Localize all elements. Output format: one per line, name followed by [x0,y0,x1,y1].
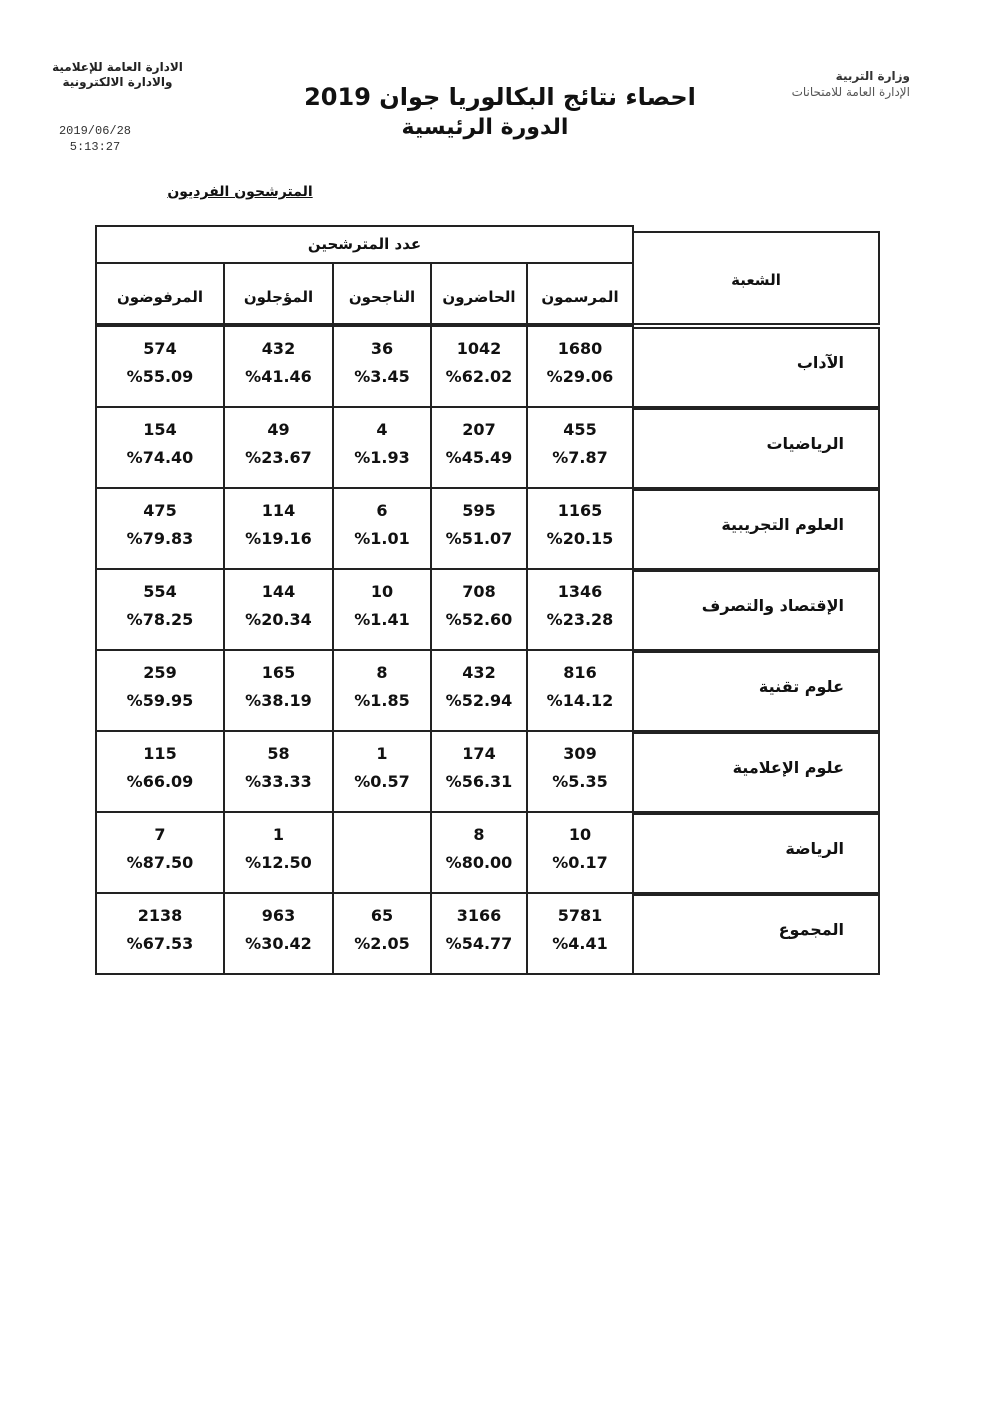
value-cell [526,730,634,813]
total-value-cell [95,892,225,975]
count-value: 36 [370,339,394,358]
count-value: 1346 [557,582,603,601]
count-value: 554 [143,582,177,601]
percent-value: %87.50 [126,853,194,872]
count-value: 10 [568,825,592,844]
count-value: 309 [563,744,597,763]
count-value: 6 [376,501,388,520]
count-value: 1 [376,744,388,763]
value-cell [332,730,432,813]
value-cell [95,730,225,813]
value-cell [430,811,528,894]
total-percent: %4.41 [552,934,608,953]
branch-name: علوم تقنية [758,677,844,696]
ministry-name: وزارة التربية [835,69,910,83]
percent-value: %19.16 [245,529,312,548]
branch-header-cell [632,231,880,325]
percent-value: %45.49 [445,448,513,467]
percent-value: %55.09 [126,367,194,386]
page-title: احصاء نتائج البكالوريا جوان 2019 [304,83,696,111]
count-value: 4 [376,420,388,439]
value-cell [95,325,225,408]
percent-value: %33.33 [245,772,312,791]
branch-cell [632,327,880,408]
office-line-2: والادارة الالكترونية [62,75,173,89]
percent-value: %41.46 [245,367,312,386]
percent-value: %51.07 [445,529,513,548]
value-cell [526,487,634,570]
value-cell [332,325,432,408]
total-label: المجموع [778,920,844,939]
value-cell [223,730,334,813]
branch-cell [632,732,880,813]
count-value: 259 [143,663,177,682]
value-cell [526,325,634,408]
value-cell [430,325,528,408]
column-header-cell [223,262,334,325]
percent-value: %52.60 [445,610,513,629]
value-cell [430,730,528,813]
office-line-1: الادارة العامة للإعلامية [52,60,183,74]
count-value: 475 [143,501,177,520]
percent-value: %0.57 [354,772,410,791]
total-count: 2138 [137,906,183,925]
count-value: 8 [473,825,485,844]
value-cell [526,811,634,894]
print-timestamp [40,123,150,155]
column-header-cell [430,262,528,325]
column-header-cell [95,262,225,325]
value-cell [223,406,334,489]
percent-value: %3.45 [354,367,410,386]
column-header: المرفوضون [116,288,204,306]
value-cell [223,568,334,651]
total-value-cell [526,892,634,975]
branch-cell [632,651,880,732]
branch-cell [632,408,880,489]
count-value: 165 [261,663,296,682]
total-count: 3166 [456,906,502,925]
branch-header: الشعبة [731,271,781,289]
count-value: 595 [462,501,496,520]
percent-value: %7.87 [552,448,608,467]
total-count: 65 [370,906,394,925]
column-header-cell [526,262,634,325]
count-value: 432 [261,339,296,358]
count-value: 432 [462,663,496,682]
percent-value: %62.02 [445,367,513,386]
ministry-header [792,68,910,100]
column-header-cell [332,262,432,325]
value-cell [332,649,432,732]
branch-name: الآداب [796,353,844,372]
percent-value: %23.28 [546,610,614,629]
column-header: المرسمون [541,288,619,306]
total-count: 5781 [557,906,603,925]
total-percent: %30.42 [245,934,312,953]
value-cell [332,487,432,570]
branch-cell [632,570,880,651]
percent-value: %29.06 [546,367,614,386]
count-value: 115 [143,744,177,763]
column-header: المؤجلون [243,288,314,306]
value-cell [332,406,432,489]
column-header: الحاضرون [442,288,516,306]
count-value: 1042 [456,339,502,358]
section-label: المترشحون الفرديون [167,184,313,200]
count-value: 58 [267,744,290,763]
count-value: 1165 [557,501,603,520]
count-value: 455 [563,420,597,439]
count-value: 7 [154,825,166,844]
total-percent: %67.53 [126,934,194,953]
branch-name: الرياضة [785,839,844,858]
print-time: 5:13:27 [69,140,121,154]
branch-cell [632,489,880,570]
value-cell [526,568,634,651]
value-cell [332,811,432,894]
percent-value: %80.00 [445,853,513,872]
percent-value: %14.12 [546,691,614,710]
group-header: عدد المترشحين [307,235,422,253]
branch-cell [632,813,880,894]
value-cell [95,568,225,651]
count-value: 10 [370,582,394,601]
value-cell [430,649,528,732]
value-cell [332,568,432,651]
value-cell [95,406,225,489]
value-cell [526,649,634,732]
count-value: 574 [143,339,177,358]
percent-value: %78.25 [126,610,194,629]
value-cell [526,406,634,489]
value-cell [223,487,334,570]
total-percent: %2.05 [354,934,410,953]
percent-value: %52.94 [445,691,513,710]
value-cell [95,811,225,894]
total-label-cell [632,894,880,975]
percent-value: %79.83 [126,529,194,548]
group-header-cell [95,225,634,264]
percent-value: %23.67 [245,448,312,467]
value-cell [223,811,334,894]
count-value: 8 [376,663,388,682]
percent-value: %59.95 [126,691,194,710]
value-cell [430,568,528,651]
ministry-department: الإدارة العامة للامتحانات [791,85,910,99]
total-value-cell [223,892,334,975]
count-value: 174 [462,744,496,763]
percent-value: %66.09 [126,772,194,791]
percent-value: %0.17 [552,853,608,872]
print-date: 2019/06/28 [58,124,131,138]
total-percent: %54.77 [445,934,513,953]
percent-value: %1.01 [354,529,410,548]
count-value: 144 [261,582,296,601]
count-value: 207 [462,420,496,439]
value-cell [223,649,334,732]
value-cell [430,487,528,570]
value-cell [95,649,225,732]
count-value: 708 [462,582,496,601]
percent-value: %12.50 [245,853,312,872]
percent-value: %20.15 [546,529,614,548]
branch-name: العلوم التجريبية [721,515,844,534]
percent-value: %74.40 [126,448,194,467]
count-value: 1 [272,825,285,844]
value-cell [95,487,225,570]
percent-value: %1.85 [354,691,410,710]
percent-value: %20.34 [245,610,312,629]
percent-value: %38.19 [245,691,312,710]
branch-name: الإقتصاد والتصرف [701,596,844,615]
total-count: 963 [261,906,296,925]
count-value: 154 [143,420,177,439]
percent-value: %56.31 [445,772,513,791]
total-value-cell [332,892,432,975]
percent-value: %1.93 [354,448,410,467]
branch-name: الرياضيات [766,434,844,453]
page-subtitle: الدورة الرئيسية [401,115,569,140]
value-cell [223,325,334,408]
total-value-cell [430,892,528,975]
branch-name: علوم الإعلامية [732,758,844,777]
count-value: 816 [563,663,597,682]
count-value: 1680 [557,339,603,358]
count-value: 114 [261,501,296,520]
office-header [40,60,195,90]
count-value: 49 [267,420,290,439]
column-header: الناجحون [348,288,416,306]
percent-value: %1.41 [354,610,410,629]
value-cell [430,406,528,489]
percent-value: %5.35 [552,772,608,791]
